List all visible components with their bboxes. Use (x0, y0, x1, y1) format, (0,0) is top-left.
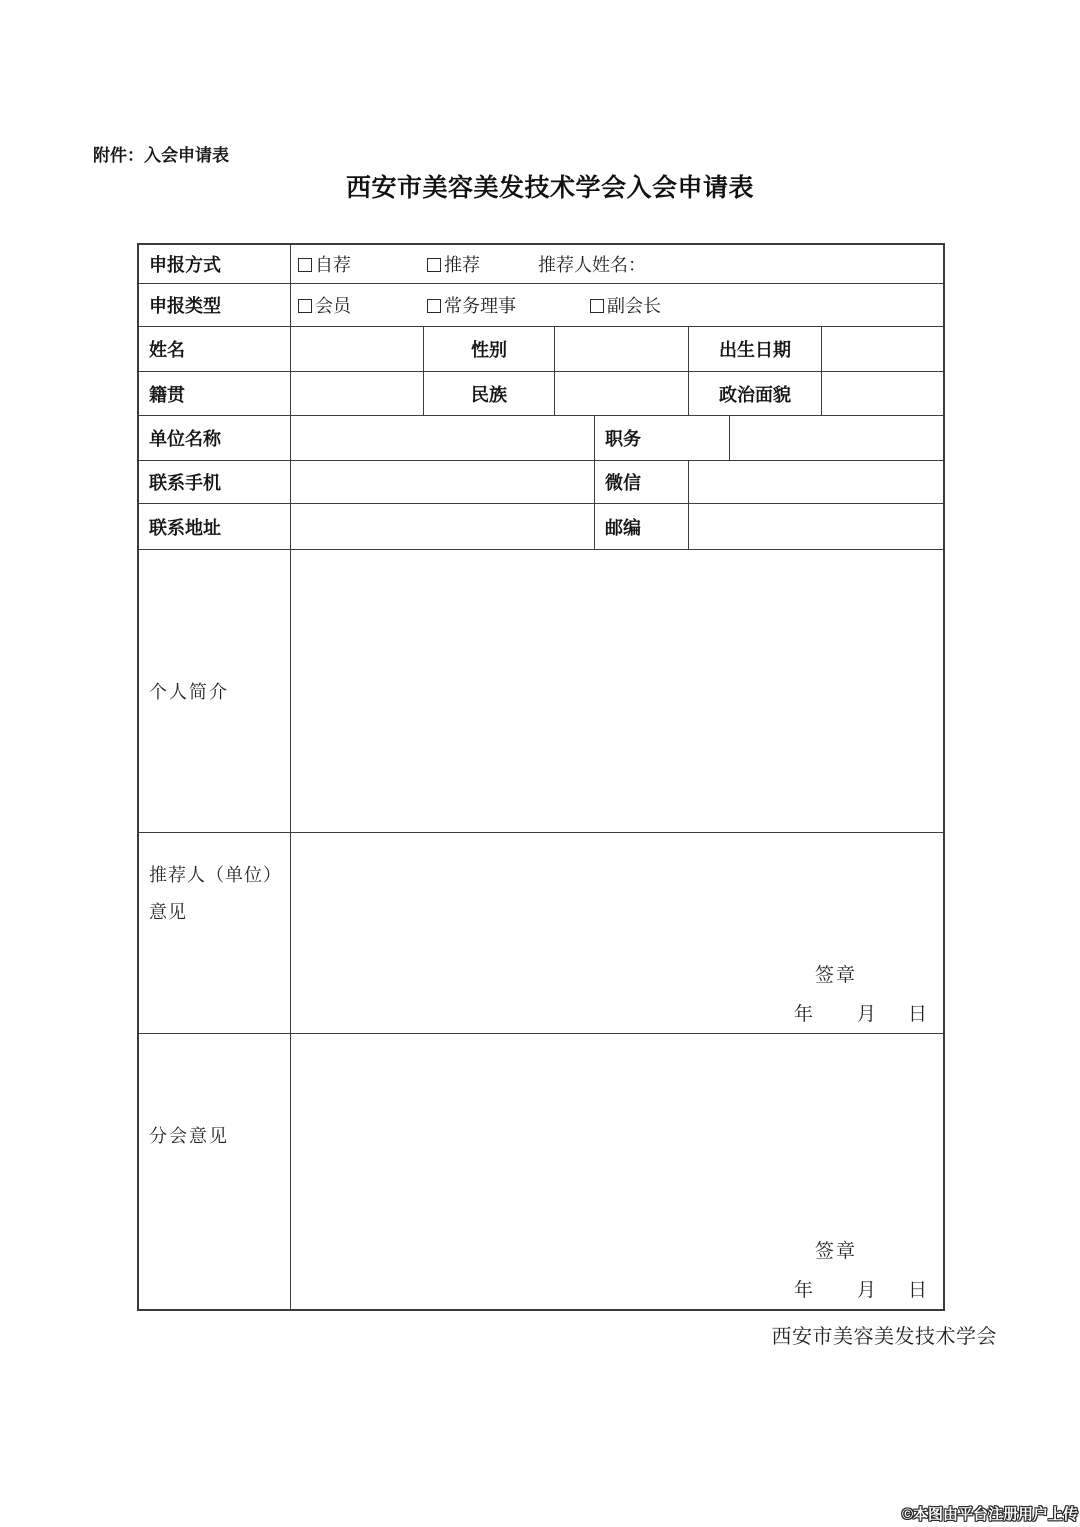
recommender-opinion-label-line2: 意见 (149, 902, 187, 922)
checkbox-icon (298, 299, 312, 313)
day-label: 日 (907, 1004, 927, 1025)
row-organization (139, 416, 943, 461)
checkbox-icon (590, 299, 604, 313)
branch-opinion-value-cell (291, 1034, 943, 1309)
branch-seal-label: 签章 (814, 1241, 857, 1262)
watermark: ©本图由平台注册用户上传 (901, 1506, 1078, 1523)
row-recommender-opinion (139, 833, 943, 1034)
wechat-label: 微信 (595, 461, 689, 503)
birth-date-label: 出生日期 (689, 327, 822, 371)
address-value-cell (291, 504, 595, 549)
postcode-value-cell (689, 504, 943, 549)
option-recommended (427, 251, 480, 277)
phone-label: 联系手机 (139, 461, 291, 503)
profile-label: 个人简介 (139, 550, 291, 832)
row-profile (139, 550, 943, 833)
native-place-label: 籍贯 (139, 372, 291, 415)
footer-organization: 西安市美容美发技术学会 (771, 1326, 997, 1348)
checkbox-icon (298, 258, 312, 272)
name-label: 姓名 (139, 327, 291, 371)
option-vice-president-label: 副会长 (607, 296, 661, 316)
page-title: 西安市美容美发技术学会入会申请表 (345, 175, 754, 202)
recommender-opinion-label (139, 833, 291, 1033)
option-self-recommend (298, 251, 351, 277)
branch-opinion-label: 分会意见 (139, 1034, 291, 1309)
attachment-note: 附件：入会申请表 (93, 146, 229, 165)
year-label: 年 (793, 1280, 813, 1301)
option-executive-director (427, 292, 516, 318)
political-status-value-cell (822, 372, 943, 415)
option-member (298, 292, 351, 318)
row-phone (139, 461, 943, 504)
application-form-table (137, 243, 945, 1311)
profile-value-cell (291, 550, 943, 832)
postcode-label: 邮编 (595, 504, 689, 549)
wechat-value-cell (689, 461, 943, 503)
option-vice-president (590, 292, 661, 318)
recommender-seal-block (291, 960, 943, 1026)
year-label: 年 (793, 1004, 813, 1025)
application-method-options (291, 245, 943, 283)
name-value-cell (291, 327, 424, 371)
recommender-opinion-value-cell (291, 833, 943, 1033)
address-label: 联系地址 (139, 504, 291, 549)
row-address (139, 504, 943, 550)
position-label: 职务 (595, 416, 730, 460)
ethnicity-value-cell (555, 372, 689, 415)
recommender-name-label: 推荐人姓名： (538, 255, 646, 275)
recommender-date-line (291, 999, 943, 1026)
row-application-method (139, 245, 943, 284)
position-value-cell (730, 416, 943, 460)
option-member-label: 会员 (315, 296, 351, 316)
native-place-value-cell (291, 372, 424, 415)
recommender-seal-label: 签章 (814, 965, 857, 986)
option-self-recommend-label: 自荐 (315, 255, 351, 275)
row-branch-opinion (139, 1034, 943, 1309)
organization-label: 单位名称 (139, 416, 291, 460)
option-executive-director-label: 常务理事 (444, 296, 516, 316)
application-type-options (291, 284, 943, 326)
political-status-label: 政治面貌 (689, 372, 822, 415)
branch-seal-block (291, 1236, 943, 1302)
phone-value-cell (291, 461, 595, 503)
branch-date-line (291, 1275, 943, 1302)
day-label: 日 (907, 1280, 927, 1301)
month-label: 月 (856, 1004, 876, 1025)
row-identity (139, 327, 943, 372)
row-origin (139, 372, 943, 416)
gender-label: 性别 (424, 327, 555, 371)
organization-value-cell (291, 416, 595, 460)
checkbox-icon (427, 299, 441, 313)
month-label: 月 (856, 1280, 876, 1301)
birth-date-value-cell (822, 327, 943, 371)
option-recommended-label: 推荐 (444, 255, 480, 275)
ethnicity-label: 民族 (424, 372, 555, 415)
recommender-opinion-label-line1: 推荐人（单位） (149, 865, 282, 885)
application-method-label: 申报方式 (139, 245, 291, 283)
gender-value-cell (555, 327, 689, 371)
row-application-type (139, 284, 943, 327)
checkbox-icon (427, 258, 441, 272)
application-type-label: 申报类型 (139, 284, 291, 326)
